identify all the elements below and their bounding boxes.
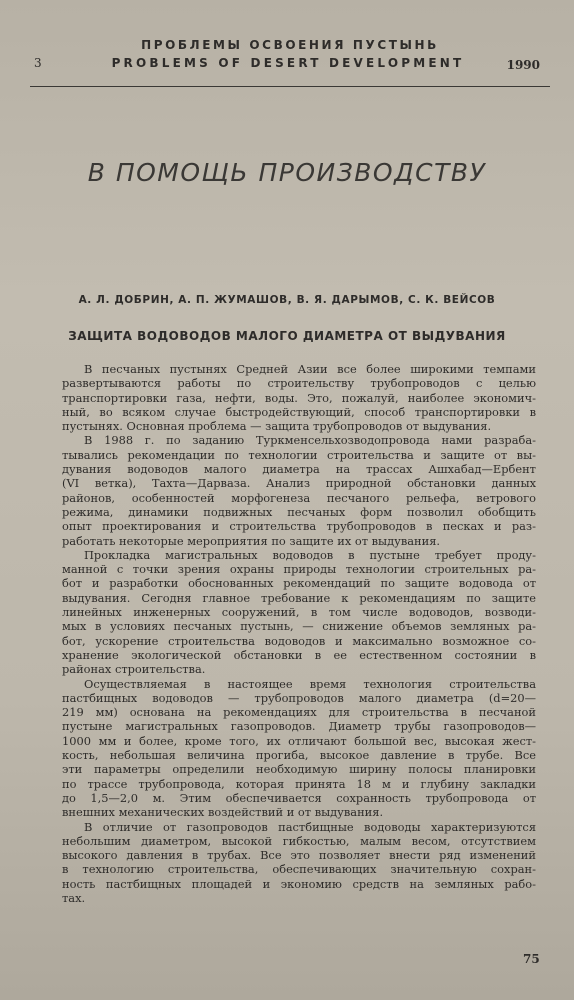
paragraph-line: бот и разработки обоснованных рекомендаций по защите водовода от: [62, 576, 536, 591]
paragraph-line: опыт проектирования и строительства трубопроводов в песках и раз-: [62, 519, 536, 534]
journal-title-en: PROBLEMS OF DESERT DEVELOPMENT: [111, 56, 465, 70]
paragraph-line: Прокладка магистральных водоводов в пустыне требует проду-: [84, 547, 536, 562]
paragraph-line: кость, небольшая величина прогиба, высокое давление в трубе. Все: [62, 748, 536, 763]
paragraph-line: хранение экологической обстановки в ее естественном состоянии в: [62, 647, 536, 662]
article-body: [62, 362, 536, 905]
journal-title-ru: ПРОБЛЕМЫ ОСВОЕНИЯ ПУСТЫНЬ: [141, 38, 439, 52]
paragraph-line: В 1988 г. по заданию Туркменсельхозводопровода нами разраба-: [84, 433, 536, 448]
paragraph-line: районов, особенностей морфогенеза песчаного рельефа, ветрового: [62, 490, 536, 505]
paragraph-line: (VI ветка), Тахта—Дарваза. Анализ природной обстановки данных: [62, 476, 536, 491]
paragraph-line: районах строительства.: [62, 662, 206, 677]
issue-number: 3: [34, 56, 42, 70]
paragraph-line: дувания водоводов малого диаметра на трассах Ашхабад—Ербент: [62, 462, 536, 477]
section-heading: В ПОМОЩЬ ПРОИЗВОДСТВУ: [87, 158, 487, 187]
paragraph-line: ность пастбищных площадей и экономию средств на земляных рабо-: [62, 876, 536, 891]
paragraph-line: по трассе трубопровода, которая принята 18 м и глубину закладки: [62, 776, 536, 791]
article-paragraph: [62, 820, 536, 906]
article-title: ЗАЩИТА ВОДОВОДОВ МАЛОГО ДИАМЕТРА ОТ ВЫДУВАНИЯ: [68, 329, 506, 343]
journal-year: 1990: [506, 58, 540, 72]
paragraph-line: в технологию строительства, обеспечивающих значительную сохран-: [62, 862, 536, 877]
paragraph-line: бот, ускорение строительства водоводов и максимально возможное со-: [62, 633, 536, 648]
paragraph-line: 1000 мм и более, кроме того, их отличают большой вес, высокая жест-: [62, 733, 536, 748]
paragraph-line: ный, во всяком случае быстродействующий, способ транспортировки в: [62, 404, 536, 419]
paragraph-line: линейных инженерных сооружений, в том числе водоводов, возводи-: [62, 605, 536, 620]
paragraph-line: пустыне магистральных газопроводов. Диаметр трубы газопроводов—: [62, 719, 536, 734]
paragraph-line: до 1,5—2,0 м. Этим обеспечивается сохранность трубопровода от: [62, 790, 536, 805]
article-paragraph: [62, 548, 536, 677]
paragraph-line: развертываются работы по строительству трубопроводов с целью: [62, 376, 536, 391]
paragraph-line: пастбищных водоводов — трубопроводов малого диаметра (d=20—: [62, 690, 536, 705]
paragraph-line: манной с точки зрения охраны природы технологии строительных ра-: [62, 562, 536, 577]
paragraph-line: пустынях. Основная проблема — защита трубопроводов от выдувания.: [62, 419, 492, 434]
paragraph-line: работать некоторые мероприятия по защите их от выдувания.: [62, 533, 441, 548]
paragraph-line: тах.: [62, 890, 86, 905]
paragraph-line: эти параметры определили необходимую ширину полосы планировки: [62, 762, 536, 777]
paragraph-line: режима, динамики подвижных песчаных форм позволил обобщить: [62, 504, 536, 519]
article-paragraph: [62, 433, 536, 547]
paragraph-line: небольшим диаметром, высокой гибкостью, малым весом, отсутствием: [62, 833, 536, 848]
paragraph-line: транспортировки газа, нефти, воды. Это, пожалуй, наиболее экономич-: [62, 390, 536, 405]
paragraph-line: внешних механических воздействий и от выдувания.: [62, 805, 384, 820]
paragraph-line: В песчаных пустынях Средней Азии все более широкими темпами: [84, 362, 536, 376]
article-authors: А. Л. ДОБРИН, А. П. ЖУМАШОВ, В. Я. ДАРЫМОВ, С. К. ВЕЙСОВ: [78, 294, 496, 306]
paragraph-line: Осуществляемая в настоящее время технология строительства: [84, 676, 536, 691]
journal-header: [30, 36, 550, 87]
article-paragraph: [62, 677, 536, 820]
paragraph-line: тывались рекомендации по технологии строительства и защите от вы-: [62, 447, 536, 462]
paragraph-line: высокого давления в трубах. Все это позволяет внести ряд изменений: [62, 848, 536, 863]
paragraph-line: В отличие от газопроводов пастбищные водоводы характеризуются: [84, 819, 536, 834]
article-paragraph: [62, 362, 536, 433]
paragraph-line: мых в условиях песчаных пустынь, — снижение объемов земляных ра-: [62, 619, 536, 634]
paragraph-line: выдувания. Сегодня главное требование к рекомендациям по защите: [62, 590, 536, 605]
page-number: 75: [523, 952, 540, 966]
paragraph-line: 219 мм) основана на рекомендациях для строительства в песчаной: [62, 705, 536, 720]
